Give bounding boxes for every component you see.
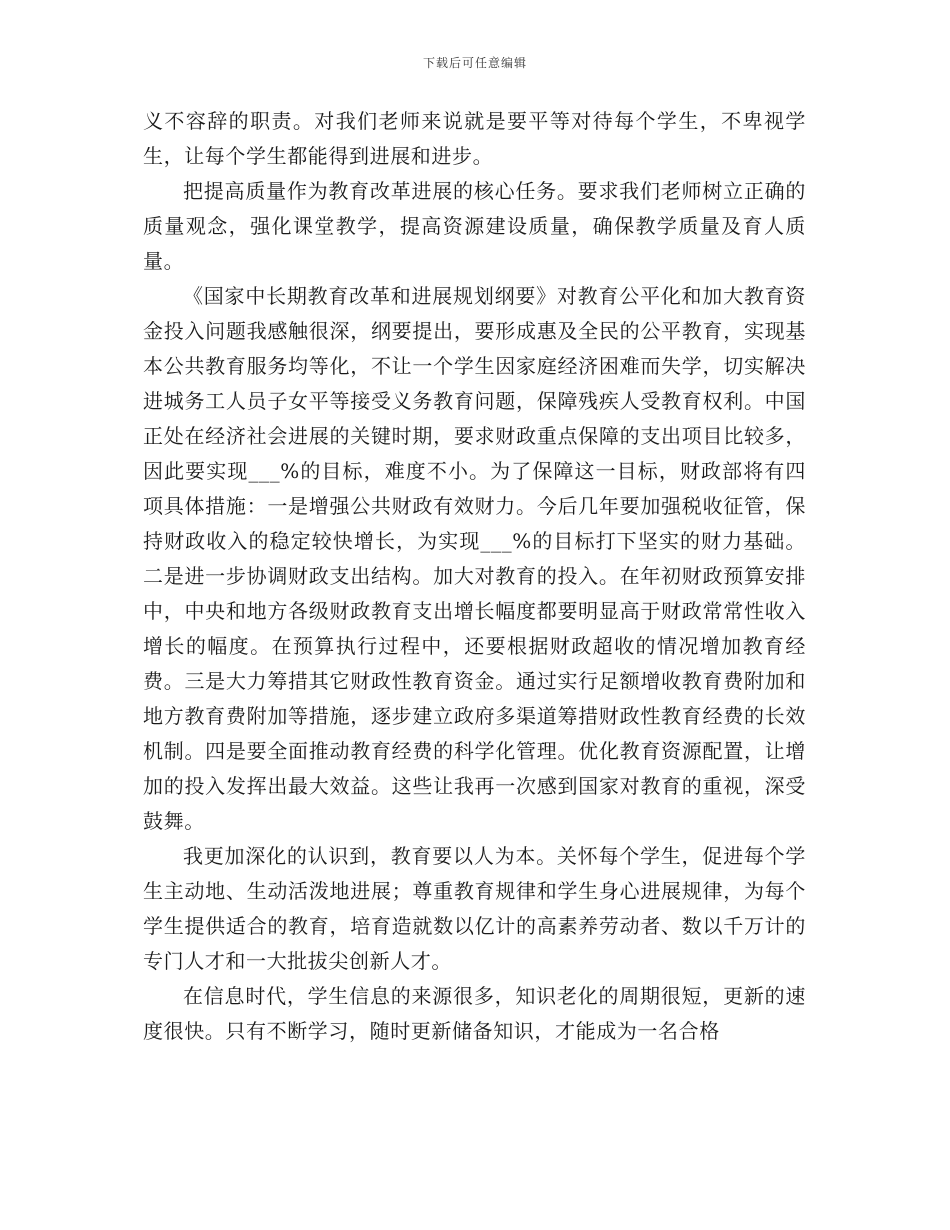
- paragraph-2: 把提高质量作为教育改革进展的核心任务。要求我们老师树立正确的质量观念，强化课堂教学，提高资源建设质量，确保教学质量及育人质量。: [143, 179, 806, 273]
- page-header: 下载后可任意编辑: [422, 56, 527, 70]
- paragraph-3: 《国家中长期教育改革和进展规划纲要》对教育公平化和加大教育资金投入问题我感触很深，纲要提出，要形成惠及全民的公平教育，实现基本公共教育服务均等化，不让一个学生因家庭经济困难而失学，切实解决进城务工人员子女平等接受义务教育问题，保障残疾人受教育权利。中国正处在经济社会进展的关键时期，要求财政重点保障的支出项目比较多，因此要实现___%的目标，难度不小。为了保障这一目标，财政部将有四项具体措施：一是增强公共财政有效财力。今后几年要加强税收征管，保持财政收入的稳定较快增长，为实现___%的目标打下坚实的财力基础。二是进一步协调财政支出结构。加大对教育的投入。在年初财政预算安排中，中央和地方各级财政教育支出增长幅度都要明显高于财政常常性收入增长的幅度。在预算执行过程中，还要根据财政超收的情况增加教育经费。三是大力筹措其它财政性教育资金。通过实行足额增收教育费附加和地方教育费附加等措施，逐步建立政府多渠道筹措财政性教育经费的长效机制。四是要全面推动教育经费的科学化管理。优化教育资源配置，让增加的投入发挥出最大效益。这些让我再一次感到国家对教育的重视，深受鼓舞。: [143, 284, 806, 833]
- paragraph-5: 在信息时代，学生信息的来源很多，知识老化的周期很短，更新的速度很快。只有不断学习，随时更新储备知识，才能成为一名合格: [143, 984, 806, 1043]
- paragraph-4: 我更加深化的认识到，教育要以人为本。关怀每个学生，促进每个学生主动地、生动活泼地进展；尊重教育规律和学生身心进展规律，为每个学生提供适合的教育，培育造就数以亿计的高素养劳动者、数以千万计的专门人才和一大批拔尖创新人才。: [143, 844, 806, 973]
- document-body: [143, 104, 806, 1049]
- paragraph-1: 义不容辞的职责。对我们老师来说就是要平等对待每个学生，不卑视学生，让每个学生都能得到进展和进步。: [143, 109, 806, 168]
